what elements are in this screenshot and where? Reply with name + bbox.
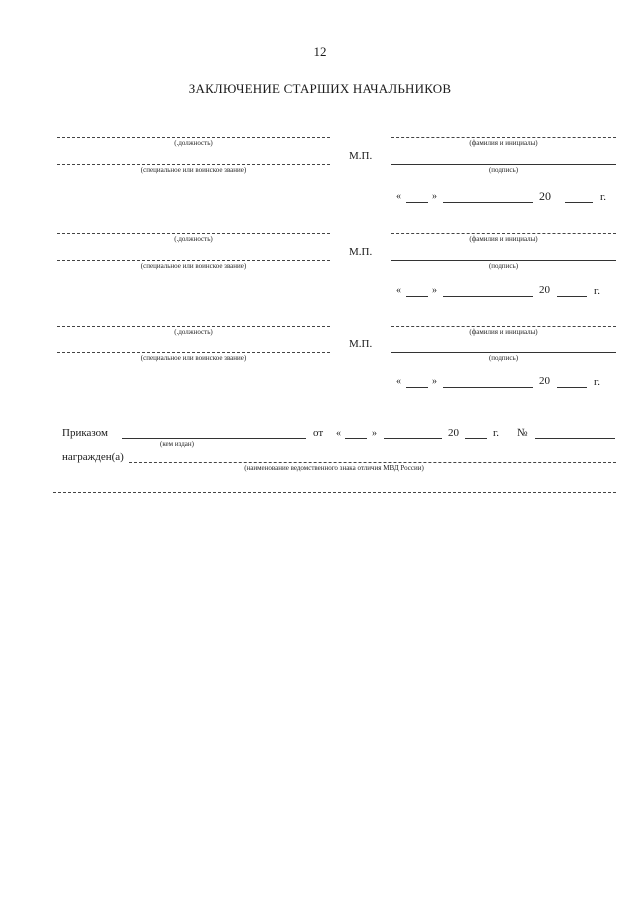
rank-line[interactable] (57, 260, 330, 261)
page-number: 12 (313, 44, 327, 59)
number-sign: № (517, 427, 528, 439)
year-suffix: г. (594, 285, 601, 297)
quote-open: « (396, 376, 401, 387)
order-year-prefix: 20 (448, 427, 459, 439)
name-caption: (фамилия и инициалы) (469, 328, 538, 336)
quote-open: « (336, 428, 341, 439)
bottom-divider (53, 492, 616, 493)
quote-close: » (432, 376, 437, 387)
quote-close: » (432, 191, 437, 202)
position-caption: (.должность) (174, 328, 213, 336)
awarded-label: награжден(а) (62, 451, 124, 463)
position-line[interactable] (57, 233, 330, 234)
name-line[interactable] (391, 326, 616, 327)
quote-open: « (396, 191, 401, 202)
year-line[interactable] (557, 296, 587, 297)
issuer-line[interactable] (122, 438, 306, 439)
rank-line[interactable] (57, 164, 330, 165)
stamp-label: М.П. (349, 246, 373, 258)
issuer-caption: (кем издан) (160, 440, 194, 448)
year-suffix: г. (600, 191, 607, 203)
signature-line[interactable] (391, 352, 616, 353)
position-line[interactable] (57, 137, 330, 138)
year-line[interactable] (557, 387, 587, 388)
name-caption: (фамилия и инициалы) (469, 235, 538, 243)
position-line[interactable] (57, 326, 330, 327)
signature-line[interactable] (391, 260, 616, 261)
position-caption: (.должность) (174, 139, 213, 147)
stamp-label: М.П. (349, 150, 373, 162)
signature-caption: (подпись) (488, 166, 519, 174)
month-line[interactable] (443, 296, 533, 297)
award-caption: (наименование ведомственного знака отличия МВД России) (244, 464, 424, 472)
signature-line[interactable] (391, 164, 616, 165)
quote-close: » (372, 428, 377, 439)
year-prefix: 20 (539, 189, 551, 203)
month-line[interactable] (443, 202, 533, 203)
year-line[interactable] (565, 202, 593, 203)
day-line[interactable] (406, 296, 428, 297)
order-number-line[interactable] (535, 438, 615, 439)
order-day-line[interactable] (345, 438, 367, 439)
year-prefix: 20 (539, 375, 550, 387)
award-line[interactable] (129, 462, 616, 463)
order-year-suffix: г. (493, 427, 500, 439)
position-caption: (.должность) (174, 235, 213, 243)
month-line[interactable] (443, 387, 533, 388)
rank-caption: (специальное или воинское звание) (140, 262, 247, 270)
year-prefix: 20 (539, 284, 550, 296)
rank-caption: (специальное или воинское звание) (140, 354, 247, 362)
from-label: от (313, 427, 324, 439)
day-line[interactable] (406, 387, 428, 388)
page-title: ЗАКЛЮЧЕНИЕ СТАРШИХ НАЧАЛЬНИКОВ (188, 81, 452, 96)
stamp-label: М.П. (349, 338, 373, 350)
order-year-line[interactable] (465, 438, 487, 439)
quote-close: » (432, 285, 437, 296)
rank-caption: (специальное или воинское звание) (140, 166, 247, 174)
name-line[interactable] (391, 233, 616, 234)
signature-caption: (подпись) (488, 262, 519, 270)
order-label: Приказом (62, 427, 108, 439)
name-line[interactable] (391, 137, 616, 138)
day-line[interactable] (406, 202, 428, 203)
order-month-line[interactable] (384, 438, 442, 439)
year-suffix: г. (594, 376, 601, 388)
quote-open: « (396, 285, 401, 296)
rank-line[interactable] (57, 352, 330, 353)
name-caption: (фамилия и инициалы) (469, 139, 538, 147)
signature-caption: (подпись) (488, 354, 519, 362)
